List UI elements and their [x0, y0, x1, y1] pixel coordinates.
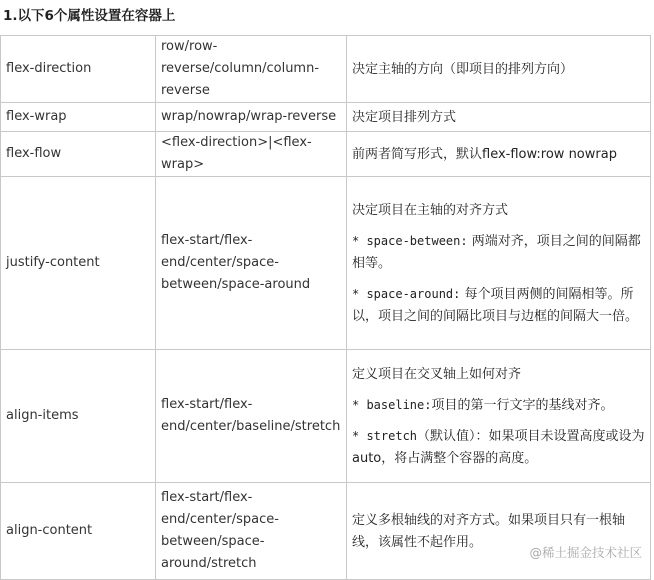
description-paragraph [352, 199, 645, 222]
description-text: 决定项目在主轴的对齐方式 [352, 202, 509, 218]
table-row [1, 483, 651, 580]
description-paragraph [352, 283, 645, 328]
code-keyword: baseline: [366, 397, 432, 412]
watermark: @稀土掘金技术社区 [529, 545, 642, 560]
description-paragraph [352, 106, 645, 129]
code-keyword: space-around: [366, 286, 461, 301]
description-text: 决定项目排列方式 [352, 109, 457, 125]
property-name-cell: justify-content [1, 177, 156, 350]
code-keyword: space-between: [366, 233, 468, 248]
description-text: 前两者简写形式，默认flex-flow:row nowrap [352, 146, 617, 162]
description-text: 定义多根轴线的对齐方式。如果项目只有一根轴线，该属性不起作用。 [352, 512, 626, 550]
description-paragraph [352, 143, 645, 166]
table-row [1, 103, 651, 132]
description-text: 每个项目两侧的间隔相等。所以，项目之间的间隔比项目与边框的间隔大一倍。 [352, 286, 639, 324]
description-text: 决定主轴的方向（即项目的排列方向） [352, 61, 574, 77]
property-name-cell: flex-direction [1, 36, 156, 103]
description-paragraph [352, 58, 645, 81]
property-description-cell [347, 350, 651, 483]
property-values-cell: flex-start/flex-end/center/space-between/space-around/stretch [156, 483, 347, 580]
code-keyword: stretch [366, 428, 418, 443]
property-values-cell: wrap/nowrap/wrap-reverse [156, 103, 347, 132]
property-description-cell [347, 177, 651, 350]
description-paragraph [352, 394, 645, 417]
property-description-cell [347, 103, 651, 132]
table-body [1, 36, 651, 580]
bullet-marker: * [352, 428, 367, 443]
table-row [1, 177, 651, 350]
table-row [1, 36, 651, 103]
description-text: （默认值）：如果项目未设置高度或设为auto，将占满整个容器的高度。 [352, 428, 645, 466]
property-name-cell: flex-flow [1, 132, 156, 177]
property-name-cell: align-items [1, 350, 156, 483]
property-description-cell [347, 36, 651, 103]
description-text: 两端对齐，项目之间的间隔都相等。 [352, 233, 641, 271]
property-values-cell: <flex-direction>|<flex-wrap> [156, 132, 347, 177]
description-paragraph [352, 425, 645, 470]
table-row [1, 350, 651, 483]
properties-table [0, 35, 651, 580]
table-row [1, 132, 651, 177]
property-values-cell: flex-start/flex-end/center/baseline/stretch [156, 350, 347, 483]
property-name-cell: align-content [1, 483, 156, 580]
property-name-cell: flex-wrap [1, 103, 156, 132]
description-text: 项目的第一行文字的基线对齐。 [431, 397, 614, 413]
bullet-marker: * [352, 286, 367, 301]
property-description-cell [347, 483, 651, 580]
property-description-cell [347, 132, 651, 177]
page-title: 1.以下6个属性设置在容器上 [3, 8, 176, 24]
description-text: 定义项目在交叉轴上如何对齐 [352, 366, 522, 382]
bullet-marker: * [352, 233, 367, 248]
property-values-cell: row/row-reverse/column/column-reverse [156, 36, 347, 103]
property-values-cell: flex-start/flex-end/center/space-between/space-around [156, 177, 347, 350]
description-paragraph [352, 230, 645, 275]
bullet-marker: * [352, 397, 367, 412]
description-paragraph [352, 363, 645, 386]
